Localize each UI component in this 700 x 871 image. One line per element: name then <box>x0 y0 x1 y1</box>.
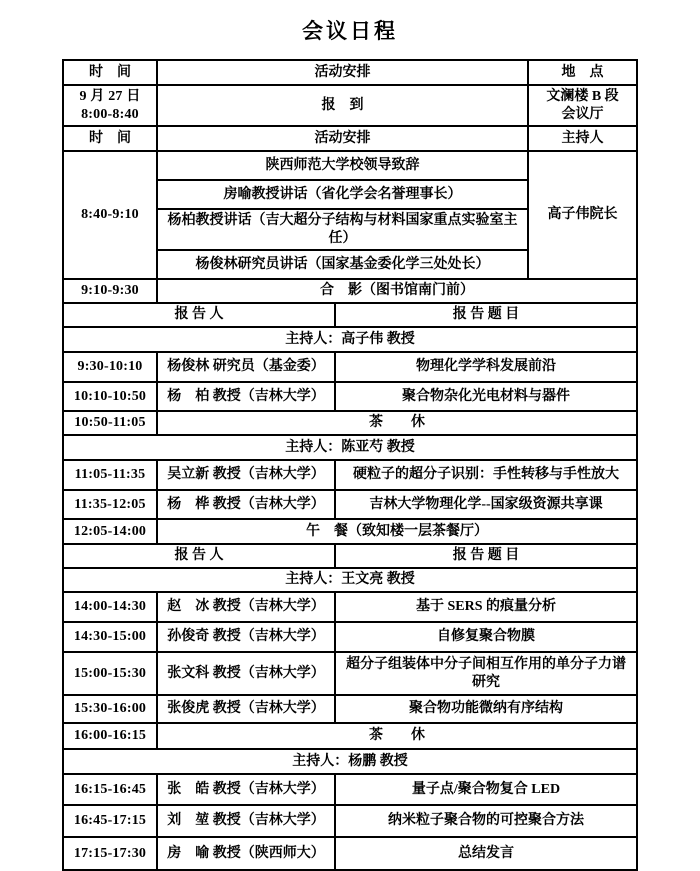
table-row <box>63 622 637 652</box>
header-speaker-label: 报 告 人 <box>63 544 335 568</box>
table-row <box>63 544 637 568</box>
talk-speaker-cell: 房 喻 教授（陕西师大） <box>157 837 335 870</box>
talk-time-cell: 17:15-17:30 <box>63 837 157 870</box>
table-row <box>63 327 637 352</box>
session-chair-cell: 主持人：杨鹏 教授 <box>63 749 637 774</box>
session-chair-cell: 主持人：高子伟 教授 <box>63 327 637 352</box>
tea-break-cell: 茶 休 <box>157 411 637 435</box>
registration-room: 会议厅 <box>561 106 604 122</box>
lunch-time-cell: 12:05-14:00 <box>63 519 157 544</box>
opening-item-cell: 陕西师范大学校领导致辞 <box>157 151 528 180</box>
opening-item-cell: 杨俊林研究员讲话（国家基金委化学三处处长） <box>157 250 528 279</box>
talk-time-cell: 15:30-16:00 <box>63 695 157 723</box>
talk-title-cell: 量子点/聚合物复合 LED <box>335 774 637 805</box>
session-chair-cell: 主持人：陈亚芍 教授 <box>63 435 637 460</box>
registration-building: 文澜楼 B 段 <box>546 89 619 104</box>
talk-time-cell: 10:10-10:50 <box>63 382 157 411</box>
schedule-table <box>62 59 638 871</box>
talk-speaker-cell: 刘 堃 教授（吉林大学） <box>157 805 335 837</box>
table-row <box>63 460 637 490</box>
photo-activity-cell: 合 影（图书馆南门前） <box>157 279 637 303</box>
table-row <box>63 126 637 151</box>
talk-speaker-cell: 张文科 教授（吉林大学） <box>157 652 335 695</box>
registration-date: 9 月 27 日 <box>79 89 141 104</box>
table-row <box>63 490 637 519</box>
talk-speaker-cell: 杨 桦 教授（吉林大学） <box>157 490 335 519</box>
header-host-label: 主持人 <box>528 126 637 151</box>
talk-speaker-cell: 杨俊林 研究员（基金委） <box>157 352 335 382</box>
talk-speaker-cell: 赵 冰 教授（吉林大学） <box>157 592 335 622</box>
table-row <box>63 749 637 774</box>
tea-break-time-cell: 10:50-11:05 <box>63 411 157 435</box>
registration-activity-cell: 报 到 <box>157 85 528 126</box>
registration-location-cell <box>528 85 637 126</box>
table-row <box>63 303 637 327</box>
table-row <box>63 695 637 723</box>
opening-time-cell: 8:40-9:10 <box>63 151 157 279</box>
header-activity-label-2: 活动安排 <box>157 126 528 151</box>
lunch-cell: 午 餐（致知楼一层茶餐厅） <box>157 519 637 544</box>
opening-item-cell: 杨柏教授讲话（吉大超分子结构与材料国家重点实验室主任） <box>157 209 528 250</box>
table-row <box>63 411 637 435</box>
header-topic-label: 报 告 题 目 <box>335 303 637 327</box>
opening-item-cell: 房喻教授讲话（省化学会名誉理事长） <box>157 180 528 209</box>
tea-break-cell: 茶 休 <box>157 723 637 749</box>
table-row <box>63 652 637 695</box>
talk-speaker-cell: 孙俊奇 教授（吉林大学） <box>157 622 335 652</box>
header-location-label: 地 点 <box>528 60 637 85</box>
talk-time-cell: 11:35-12:05 <box>63 490 157 519</box>
opening-host-cell: 高子伟院长 <box>528 151 637 279</box>
talk-title-cell: 吉林大学物理化学--国家级资源共享课 <box>335 490 637 519</box>
table-row <box>63 774 637 805</box>
session-chair-cell: 主持人：王文亮 教授 <box>63 568 637 592</box>
header-topic-label: 报 告 题 目 <box>335 544 637 568</box>
registration-time-cell <box>63 85 157 126</box>
table-row <box>63 723 637 749</box>
header-speaker-label: 报 告 人 <box>63 303 335 327</box>
talk-title-cell: 纳米粒子聚合物的可控聚合方法 <box>335 805 637 837</box>
table-row <box>63 382 637 411</box>
table-row <box>63 568 637 592</box>
talk-speaker-cell: 张俊虎 教授（吉林大学） <box>157 695 335 723</box>
table-row <box>63 279 637 303</box>
talk-title-cell: 硬粒子的超分子识别：手性转移与手性放大 <box>335 460 637 490</box>
table-row <box>63 85 637 126</box>
talk-time-cell: 9:30-10:10 <box>63 352 157 382</box>
tea-break-time-cell: 16:00-16:15 <box>63 723 157 749</box>
talk-speaker-cell: 杨 柏 教授（吉林大学） <box>157 382 335 411</box>
header-time-label-2: 时 间 <box>63 126 157 151</box>
talk-title-cell: 基于 SERS 的痕量分析 <box>335 592 637 622</box>
photo-time-cell: 9:10-9:30 <box>63 279 157 303</box>
header-time-label: 时 间 <box>63 60 157 85</box>
talk-title-cell: 聚合物杂化光电材料与器件 <box>335 382 637 411</box>
table-row <box>63 60 637 85</box>
registration-hours: 8:00-8:40 <box>81 106 139 122</box>
talk-time-cell: 15:00-15:30 <box>63 652 157 695</box>
table-row <box>63 352 637 382</box>
table-row <box>63 151 637 180</box>
table-row <box>63 805 637 837</box>
talk-time-cell: 14:30-15:00 <box>63 622 157 652</box>
table-row <box>63 837 637 870</box>
talk-speaker-cell: 张 皓 教授（吉林大学） <box>157 774 335 805</box>
talk-title-cell: 自修复聚合物膜 <box>335 622 637 652</box>
talk-speaker-cell: 吴立新 教授（吉林大学） <box>157 460 335 490</box>
talk-time-cell: 16:15-16:45 <box>63 774 157 805</box>
talk-title-cell: 超分子组装体中分子间相互作用的单分子力谱研究 <box>335 652 637 695</box>
table-row <box>63 592 637 622</box>
table-row <box>63 519 637 544</box>
table-row <box>63 435 637 460</box>
talk-title-cell: 聚合物功能微纳有序结构 <box>335 695 637 723</box>
talk-time-cell: 16:45-17:15 <box>63 805 157 837</box>
talk-title-cell: 总结发言 <box>335 837 637 870</box>
talk-time-cell: 14:00-14:30 <box>63 592 157 622</box>
talk-title-cell: 物理化学学科发展前沿 <box>335 352 637 382</box>
header-activity-label: 活动安排 <box>157 60 528 85</box>
page-title: 会议日程 <box>302 19 398 43</box>
talk-time-cell: 11:05-11:35 <box>63 460 157 490</box>
